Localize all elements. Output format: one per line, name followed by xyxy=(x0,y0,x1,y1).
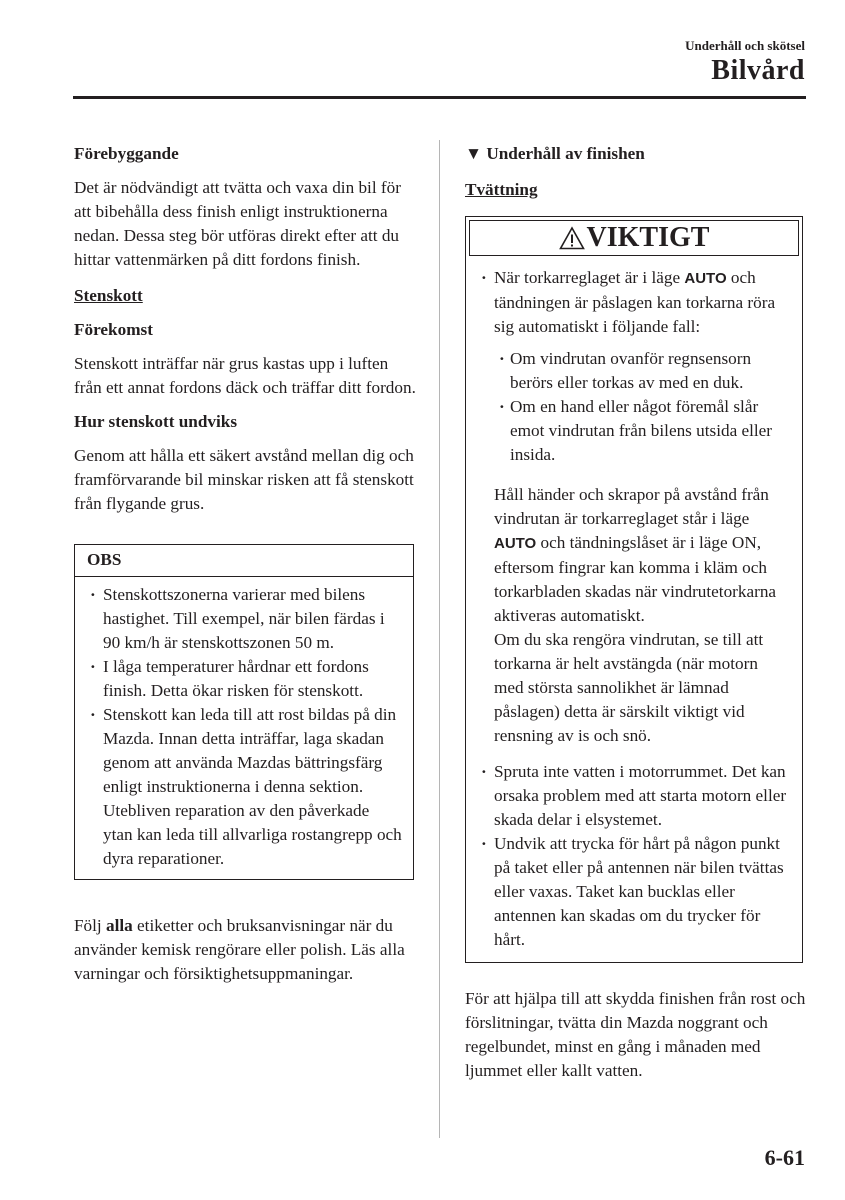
warning-item1-post: och tändningen är påslagen kan torkarna röra sig automatiskt i följande fall: xyxy=(494,268,776,336)
avoid-text: Genom att hålla ett säkert avstånd mellan dig och framförvarande bil minskar risken att få stenskott från flygande grus. xyxy=(74,446,414,513)
warning-paragraph: Om du ska rengöra vindrutan, se till att torkarna är helt avstängda (när motorn med största sannolikhet är lämnad påslagen) detta är särskilt viktigt vid rensning av is och snö. xyxy=(494,630,764,745)
warning-item1-pre: När torkarreglaget är i läge xyxy=(494,268,685,287)
triangle-down-icon: ▼ xyxy=(465,144,483,163)
prevention-heading: Förebyggande xyxy=(74,144,179,163)
left-column xyxy=(74,142,419,986)
header-rule xyxy=(73,96,806,99)
prevention-text: Det är nödvändigt att tvätta och vaxa din bil för att bibehålla dess finish enligt instruktionerna nedan. Dessa steg bör utföras direkt efter att du hittar vattenmärken på ditt fordons finish. xyxy=(74,178,401,269)
warning-list xyxy=(494,266,790,952)
column-divider xyxy=(439,140,440,1138)
note-list xyxy=(75,577,413,879)
warning-title-bar xyxy=(469,220,799,256)
auto-label: AUTO xyxy=(684,270,727,287)
follow-bold: alla xyxy=(106,916,133,935)
note-title: OBS xyxy=(75,545,413,577)
warning-sub-item: · Om en hand eller något föremål slår emot vindrutan från bilens utsida eller insida. xyxy=(510,395,790,467)
warning-title: VIKTIGT xyxy=(586,222,710,253)
warning-para1-post: och tändningslåset är i läge ON, eftersom fingrar kan komma i kläm och torkarbladen skadas när vindrutetorkarna aktiveras automatiskt. xyxy=(494,533,777,625)
follow-post: etiketter och bruksanvisningar när du använder kemisk rengörare eller polish. Läs alla varningar och försiktighetsuppmaningar. xyxy=(74,916,405,983)
note-box xyxy=(74,544,414,880)
header-section: Underhåll och skötsel xyxy=(685,38,805,53)
note-item: · I låga temperaturer hårdnar ett fordons finish. Detta ökar risken för stenskott. xyxy=(103,655,403,703)
follow-instructions-text xyxy=(74,914,419,986)
warning-item xyxy=(494,266,790,748)
finish-section-heading xyxy=(465,142,806,166)
warning-item: · Spruta inte vatten i motorrummet. Det kan orsaka problem med att starta motorn eller skada delar i elsystemet. xyxy=(494,760,790,832)
occurrence-heading: Förekomst xyxy=(74,320,153,339)
note-item: · Stenskottszonerna varierar med bilens hastighet. Till exempel, när bilen färdas i 90 km/h är stenskottszonen 50 m. xyxy=(103,583,403,655)
wash-heading: Tvättning xyxy=(465,180,538,199)
right-column xyxy=(465,142,806,1083)
warning-para1-pre: Håll händer och skrapor på avstånd från vindrutan är torkarreglaget står i läge xyxy=(494,485,769,528)
warning-sub-item: · Om vindrutan ovanför regnsensorn berörs eller torkas av med en duk. xyxy=(510,347,790,395)
avoid-heading: Hur stenskott undviks xyxy=(74,412,238,431)
warning-item: · Undvik att trycka för hårt på någon punkt på taket eller på antennen när bilen tvättas eller vaxas. Taket kan bucklas eller antennen kan skadas om du trycker för hårt. xyxy=(494,832,790,952)
auto-label: AUTO xyxy=(494,535,537,552)
follow-pre: Följ xyxy=(74,916,106,935)
finish-heading-text: Underhåll av finishen xyxy=(486,144,645,163)
note-item: · Stenskott kan leda till att rost bildas på din Mazda. Innan detta inträffar, laga skadan genom att använda Mazdas bättringsfärg enligt instruktionerna i denna sektion. Utebliven reparation av den påverkade ytan kan leda till allvarliga rostangrepp och dyra reparationer. xyxy=(103,703,403,871)
warning-box xyxy=(465,216,803,963)
page-title: Bilvård xyxy=(711,55,805,86)
warning-paragraph xyxy=(494,483,790,628)
page-number: 6-61 xyxy=(764,1145,805,1170)
warning-body xyxy=(466,256,802,962)
occurrence-text: Stenskott inträffar när grus kastas upp i luften från ett annat fordons däck och träffar ditt fordon. xyxy=(74,354,416,397)
warning-triangle-icon xyxy=(559,226,585,250)
warning-sub-list xyxy=(510,347,790,467)
chips-heading: Stenskott xyxy=(74,286,143,305)
closing-text: För att hjälpa till att skydda finishen från rost och förslitningar, tvätta din Mazda noggrant och regelbundet, minst en gång i månaden med ljummet eller kallt vatten. xyxy=(465,989,806,1080)
